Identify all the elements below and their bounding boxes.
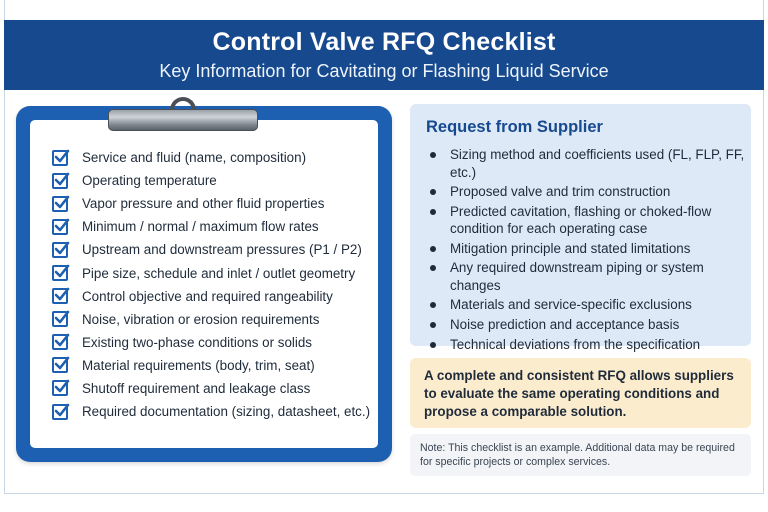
bullet-icon [430, 342, 436, 348]
checklist-item-label: Vapor pressure and other fluid properties [82, 196, 325, 212]
checklist-item [52, 238, 382, 261]
checklist-item-label: Required documentation (sizing, datasheet, etc.) [82, 404, 371, 420]
supplier-list-item [428, 316, 748, 334]
checklist-item [52, 331, 382, 354]
note-box [410, 434, 751, 476]
checklist-item-label: Service and fluid (name, composition) [82, 150, 307, 166]
supplier-item-label: Noise prediction and acceptance basis [450, 317, 680, 333]
supplier-panel [410, 104, 751, 352]
checklist-item [52, 377, 382, 400]
checklist-item-label: Shutoff requirement and leakage class [82, 380, 311, 396]
checklist-item-label: Upstream and downstream pressures (P1 / P2) [82, 242, 362, 258]
checkbox-checked-icon[interactable] [52, 219, 68, 235]
supplier-list [428, 146, 748, 355]
checkbox-checked-icon[interactable] [52, 334, 68, 350]
supplier-list-item [428, 259, 748, 294]
checklist-item-label: Minimum / normal / maximum flow rates [82, 219, 319, 235]
supplier-item-label: Sizing method and coefficients used (FL, FLP, FF, etc.) [450, 147, 745, 180]
supplier-list-item [428, 146, 748, 181]
callout-box [410, 358, 751, 428]
checkbox-checked-icon[interactable] [52, 357, 68, 373]
header-banner [4, 20, 764, 90]
bullet-icon [430, 152, 436, 158]
checklist-item [52, 192, 382, 215]
page-title: Control Valve RFQ Checklist [212, 28, 556, 56]
supplier-item-label: Predicted cavitation, flashing or choked-flow condition for each operating case [450, 203, 712, 237]
checkbox-checked-icon[interactable] [52, 404, 68, 420]
checkbox-checked-icon[interactable] [52, 242, 68, 258]
supplier-list-item [428, 183, 748, 201]
supplier-item-label: Technical deviations from the specification [450, 336, 701, 352]
bullet-icon [430, 189, 436, 195]
checklist-item-label: Existing two-phase conditions or solids [82, 334, 312, 350]
checklist-item-label: Material requirements (body, trim, seat) [82, 357, 315, 373]
page-subtitle: Key Information for Cavitating or Flashing Liquid Service [159, 61, 609, 81]
supplier-list-item [428, 336, 748, 354]
checklist-item [52, 400, 382, 423]
checkbox-checked-icon[interactable] [52, 265, 68, 281]
clipboard-clip-icon [108, 97, 258, 133]
checklist-item-label: Control objective and required rangeability [82, 288, 333, 304]
checklist-item [52, 308, 382, 331]
clip-bar [108, 109, 258, 131]
bullet-icon [430, 246, 436, 252]
checkbox-checked-icon[interactable] [52, 150, 68, 166]
note-text: Note: This checklist is an example. Additional data may be required for specific projects or complex services. [420, 442, 735, 468]
supplier-item-label: Mitigation principle and stated limitations [450, 240, 691, 256]
bullet-icon [430, 265, 436, 271]
checklist-item [52, 261, 382, 284]
checklist-item [52, 146, 382, 169]
checklist-item [52, 354, 382, 377]
checkbox-checked-icon[interactable] [52, 196, 68, 212]
checkbox-checked-icon[interactable] [52, 288, 68, 304]
supplier-list-item [428, 296, 748, 314]
checkbox-checked-icon[interactable] [52, 311, 68, 327]
checkbox-checked-icon[interactable] [52, 380, 68, 396]
checklist-item-label: Noise, vibration or erosion requirements [82, 311, 320, 327]
supplier-list-item [428, 240, 748, 258]
supplier-item-label: Any required downstream piping or system changes [450, 260, 704, 293]
bullet-icon [430, 322, 436, 328]
supplier-item-label: Proposed valve and trim construction [450, 184, 671, 200]
supplier-list-item [428, 203, 748, 238]
callout-text: A complete and consistent RFQ allows suppliers to evaluate the same operating conditions and propose a comparable solution. [424, 368, 734, 419]
checklist-item [52, 215, 382, 238]
checklist-item-label: Pipe size, schedule and inlet / outlet geometry [82, 265, 356, 281]
checklist-item-label: Operating temperature [82, 173, 217, 189]
checklist [52, 146, 382, 423]
checklist-item [52, 169, 382, 192]
checkbox-checked-icon[interactable] [52, 173, 68, 189]
supplier-item-label: Materials and service-specific exclusions [450, 297, 692, 313]
checklist-item [52, 285, 382, 308]
bullet-icon [430, 302, 436, 308]
supplier-title: Request from Supplier [426, 118, 603, 136]
bullet-icon [430, 209, 436, 215]
